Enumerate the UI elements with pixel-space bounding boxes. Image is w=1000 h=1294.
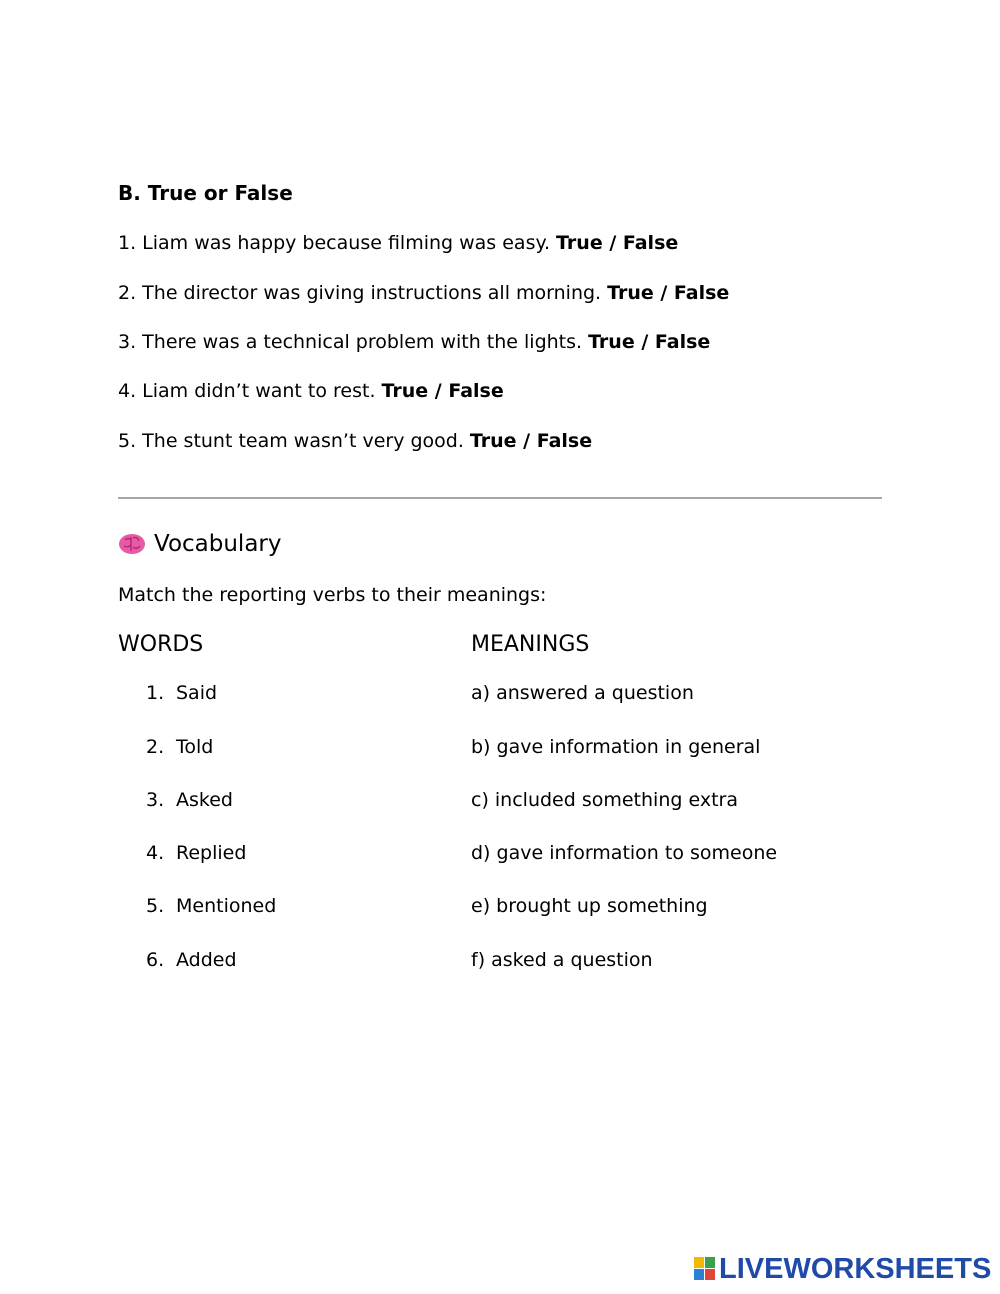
word-item[interactable] [146, 891, 276, 921]
tf-item [118, 376, 504, 406]
meaning-item[interactable]: d) gave information to someone [471, 842, 778, 864]
tf-item [118, 426, 592, 456]
tf-item [118, 278, 729, 308]
meaning-item[interactable]: c) included something extra [471, 789, 738, 811]
vocabulary-instruction: Match the reporting verbs to their meanings: [118, 584, 547, 606]
tf-item [118, 228, 678, 258]
liveworksheets-logo[interactable] [693, 1252, 991, 1286]
meanings-column-header: MEANINGS [471, 632, 590, 657]
word-text: Added [176, 949, 237, 971]
word-item[interactable] [146, 678, 217, 708]
true-false-choice[interactable]: True / False [607, 282, 730, 304]
true-false-choice[interactable]: True / False [556, 232, 679, 254]
true-false-choice[interactable]: True / False [381, 380, 504, 402]
word-text: Told [176, 736, 214, 758]
words-column-header: WORDS [118, 632, 204, 657]
word-number: 2. [146, 736, 165, 758]
brand-name: LIVEWORKSHEETS [719, 1252, 992, 1285]
word-item[interactable] [146, 945, 237, 975]
word-text: Mentioned [176, 895, 277, 917]
meaning-item[interactable]: a) answered a question [471, 682, 694, 704]
tf-statement: 4. Liam didn’t want to rest. [118, 380, 376, 402]
tf-statement: 1. Liam was happy because filming was easy. [118, 232, 551, 254]
true-false-section [118, 178, 898, 208]
word-number: 5. [146, 895, 165, 917]
vocabulary-heading [118, 527, 282, 561]
word-number: 3. [146, 789, 165, 811]
word-text: Replied [176, 842, 247, 864]
section-divider [118, 497, 882, 499]
true-false-choice[interactable]: True / False [469, 430, 593, 452]
tf-statement: 5. The stunt team wasn’t very good. [118, 430, 464, 452]
word-number: 1. [146, 682, 165, 704]
logo-blocks-icon [693, 1256, 717, 1282]
true-false-choice[interactable]: True / False [588, 331, 711, 353]
word-text: Said [176, 682, 218, 704]
word-number: 6. [146, 949, 165, 971]
word-item[interactable] [146, 838, 246, 868]
word-item[interactable] [146, 732, 213, 762]
brain-icon [118, 532, 146, 556]
tf-item [118, 327, 710, 357]
word-number: 4. [146, 842, 165, 864]
word-text: Asked [176, 789, 233, 811]
tf-statement: 2. The director was giving instructions all morning. [118, 282, 602, 304]
section-title-true-false: B. True or False [118, 181, 293, 205]
meaning-item[interactable]: f) asked a question [471, 949, 653, 971]
word-item[interactable] [146, 785, 233, 815]
meaning-item[interactable]: b) gave information in general [471, 736, 761, 758]
vocabulary-title: Vocabulary [154, 531, 282, 557]
meaning-item[interactable]: e) brought up something [471, 895, 708, 917]
tf-statement: 3. There was a technical problem with the lights. [118, 331, 583, 353]
